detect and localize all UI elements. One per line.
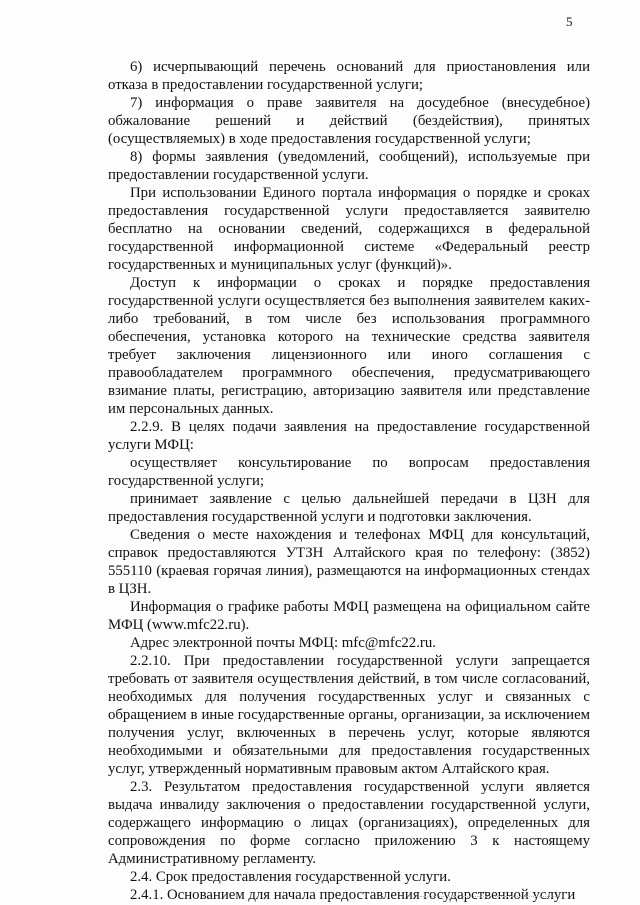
paragraph-item-6: 6) исчерпывающий перечень оснований для приостановления или отказа в предоставлении государственной услуги; bbox=[108, 59, 590, 93]
paragraph-accepts-application: принимает заявление с целью дальнейшей передачи в ЦЗН для предоставления государственной услуги и подготовки заключения. bbox=[108, 491, 590, 525]
scan-artifact bbox=[420, 896, 560, 899]
paragraph-email: Адрес электронной почты МФЦ: mfc@mfc22.ru. bbox=[130, 635, 436, 651]
paragraph-item-7: 7) информация о праве заявителя на досудебное (внесудебное) обжалование решений и действий (бездействия), принятых (осуществляемых) в ходе предоставления государственной услуги; bbox=[108, 95, 590, 147]
paragraph-consulting: осуществляет консультирование по вопросам предоставления государственной услуги; bbox=[108, 455, 590, 489]
paragraph-2-4-1: 2.4.1. Основанием для начала предоставления государственной услуги bbox=[130, 887, 576, 903]
paragraph-item-8: 8) формы заявления (уведомлений, сообщений), используемые при предоставлении государственной услуги. bbox=[108, 149, 590, 183]
paragraph-schedule: Информация о графике работы МФЦ размещена на официальном сайте МФЦ (www.mfc22.ru). bbox=[108, 599, 590, 633]
paragraph-2-2-9: 2.2.9. В целях подачи заявления на предоставление государственной услуги МФЦ: bbox=[108, 419, 590, 453]
paragraph-2-4: 2.4. Срок предоставления государственной услуги. bbox=[130, 869, 451, 885]
document-body bbox=[108, 58, 590, 904]
page-number: 5 bbox=[566, 14, 573, 29]
paragraph-contacts: Сведения о месте нахождения и телефонах МФЦ для консультаций, справок предоставляются УТЗН Алтайского края по телефону: (3852) 555110 (краевая горячая линия), размещаются на информационных стендах в ЦЗН. bbox=[108, 527, 590, 597]
paragraph-access-info: Доступ к информации о сроках и порядке предоставления государственной услуги осуществляется без выполнения заявителем каких-либо требований, в том числе без использования программного обеспечения, установка которого на технические средства заявителя требует заключения лицензионного или иного соглашения с правообладателем программного обеспечения, предусматривающего взимание платы, регистрацию, авторизацию заявителя или представление им персональных данных. bbox=[108, 275, 590, 417]
paragraph-2-2-10: 2.2.10. При предоставлении государственной услуги запрещается требовать от заявителя осуществления действий, в том числе согласований, необходимых для получения государственных услуг и связанных с обращением в иные государственные органы, организации, за исключением получения услуг, включенных в перечень услуг, которые являются необходимыми и обязательными для предоставления государственных услуг, утвержденный нормативным правовым актом Алтайского края. bbox=[108, 653, 590, 777]
paragraph-2-3: 2.3. Результатом предоставления государственной услуги является выдача инвалиду заключения о предоставлении государственной услуги, содержащего информацию о лицах (организациях), определенных для сопровождения по форме согласно приложению 3 к настоящему Административному регламенту. bbox=[108, 779, 590, 867]
paragraph-unified-portal: При использовании Единого портала информация о порядке и сроках предоставления государственной услуги предоставляется заявителю бесплатно на основании сведений, содержащихся в федеральной государственной информационной системе «Федеральный реестр государственных и муниципальных услуг (функций)». bbox=[108, 185, 590, 273]
